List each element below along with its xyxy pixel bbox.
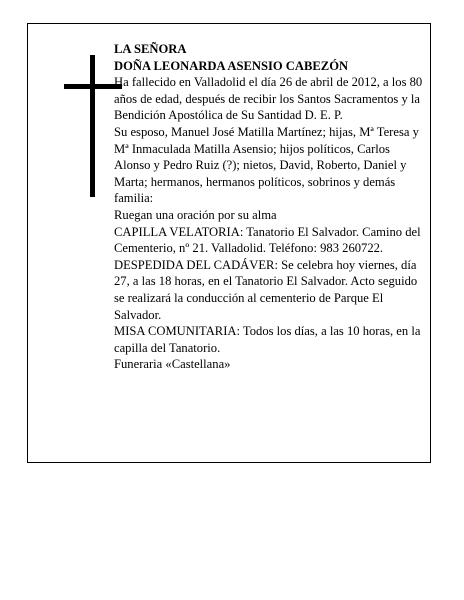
prayer-request: Ruegan una oración por su alma <box>114 207 277 222</box>
obituary-notice <box>27 23 431 463</box>
wake-chapel-info: CAPILLA VELATORIA: Tanatorio El Salvador. Camino del Cementerio, nº 21. Valladolid. Teléfono: 983 260722. <box>114 224 421 256</box>
cross-vertical-bar <box>90 55 95 197</box>
funeral-home: Funeraria «Castellana» <box>114 357 231 372</box>
death-announcement: Ha fallecido en Valladolid el día 26 de abril de 2012, a los 80 años de edad, después de recibir los Santos Sacramentos y la Bendición Apostólica de Su Santidad D. E. P. <box>114 75 423 123</box>
notice-title-line-1: LA SEÑORA <box>114 42 187 56</box>
notice-content <box>114 41 426 373</box>
community-mass-info: MISA COMUNITARIA: Todos los días, a las 10 horas, en la capilla del Tanatorio. <box>114 324 421 355</box>
notice-title-line-2: DOÑA LEONARDA ASENSIO CABEZÓN <box>114 58 349 73</box>
family-list: Su esposo, Manuel José Matilla Martínez; hijas, Mª Teresa y Mª Inmaculada Matilla Asensio; hijos políticos, Carlos Alonso y Pedro Ruiz (?); nietos, David, Roberto, Daniel y Marta; hermanos, hermanos políticos, sobrinos y demás familia: <box>114 124 419 206</box>
farewell-info: DESPEDIDA DEL CADÁVER: Se celebra hoy viernes, día 27, a las 18 horas, en el Tanatorio El Salvador. Acto seguido se realizará la conducción al cementerio de Parque El Salvador. <box>114 257 418 322</box>
